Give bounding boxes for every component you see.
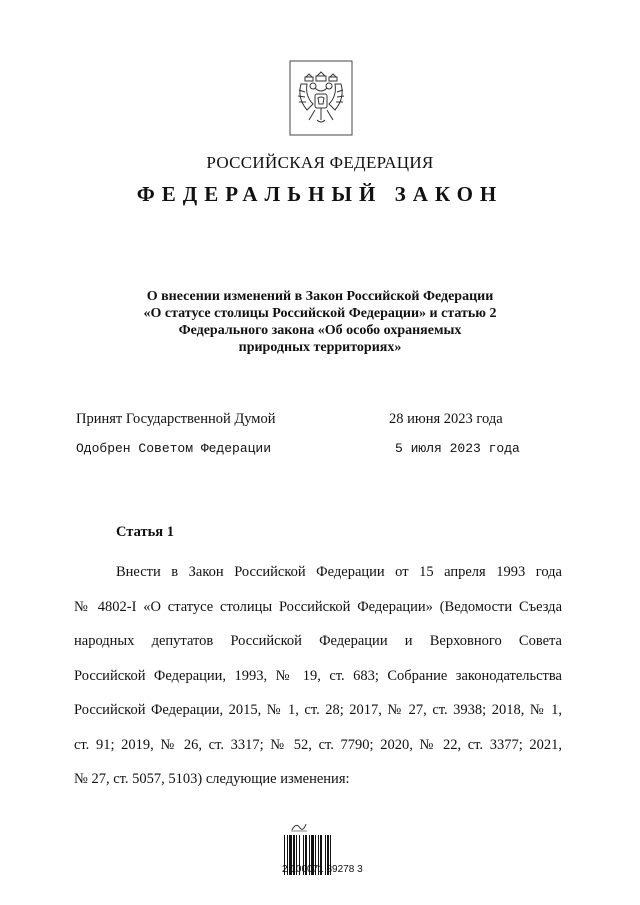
duma-adoption-label: Принят Государственной Думой <box>76 411 276 427</box>
paragraph-line: Российской Федерации, 1993, № 19, ст. 683; Собрание законодательства <box>74 667 562 684</box>
paragraph-line: ст. 91; 2019, № 26, ст. 3317; № 52, ст. 7790; 2020, № 22, ст. 3377; 2021, <box>74 736 562 753</box>
council-approval-date: 5 июля 2023 года <box>395 441 520 456</box>
law-title <box>100 288 540 356</box>
paragraph-line: № 27, ст. 5057, 5103) следующие изменения: <box>74 771 350 787</box>
paragraph-line: народных депутатов Российской Федерации и Верховного Совета <box>74 633 562 649</box>
law-title-line: «О статусе столицы Российской Федерации» и статью 2 <box>143 306 497 321</box>
paragraph-line: № 4802-I «О статусе столицы Российской Федерации» (Ведомости Съезда <box>74 598 562 615</box>
law-title-line: Федерального закона «Об особо охраняемых <box>178 323 462 338</box>
barcode-number: 2 100071 89278 3 <box>282 864 363 875</box>
law-title-line: природных территориях» <box>238 340 402 355</box>
council-approval-label: Одобрен Советом Федерации <box>76 441 272 456</box>
country-name: РОССИЙСКАЯ ФЕДЕРАЦИЯ <box>206 153 434 172</box>
duma-adoption-date: 28 июня 2023 года <box>389 411 503 427</box>
document-type: ФЕДЕРАЛЬНЫЙ ЗАКОН <box>136 182 504 206</box>
law-title-line: О внесении изменений в Закон Российской Федерации <box>146 289 494 304</box>
paragraph-line: Российской Федерации, 2015, № 1, ст. 28; 2017, № 27, ст. 3938; 2018, № 1, <box>74 702 562 718</box>
paragraph-line: Внести в Закон Российской Федерации от 15 апреля 1993 года <box>116 564 562 580</box>
article-heading: Статья 1 <box>116 524 174 540</box>
stamp-icon <box>290 822 308 832</box>
coat-of-arms-icon <box>289 60 353 136</box>
article-paragraph <box>74 555 562 797</box>
